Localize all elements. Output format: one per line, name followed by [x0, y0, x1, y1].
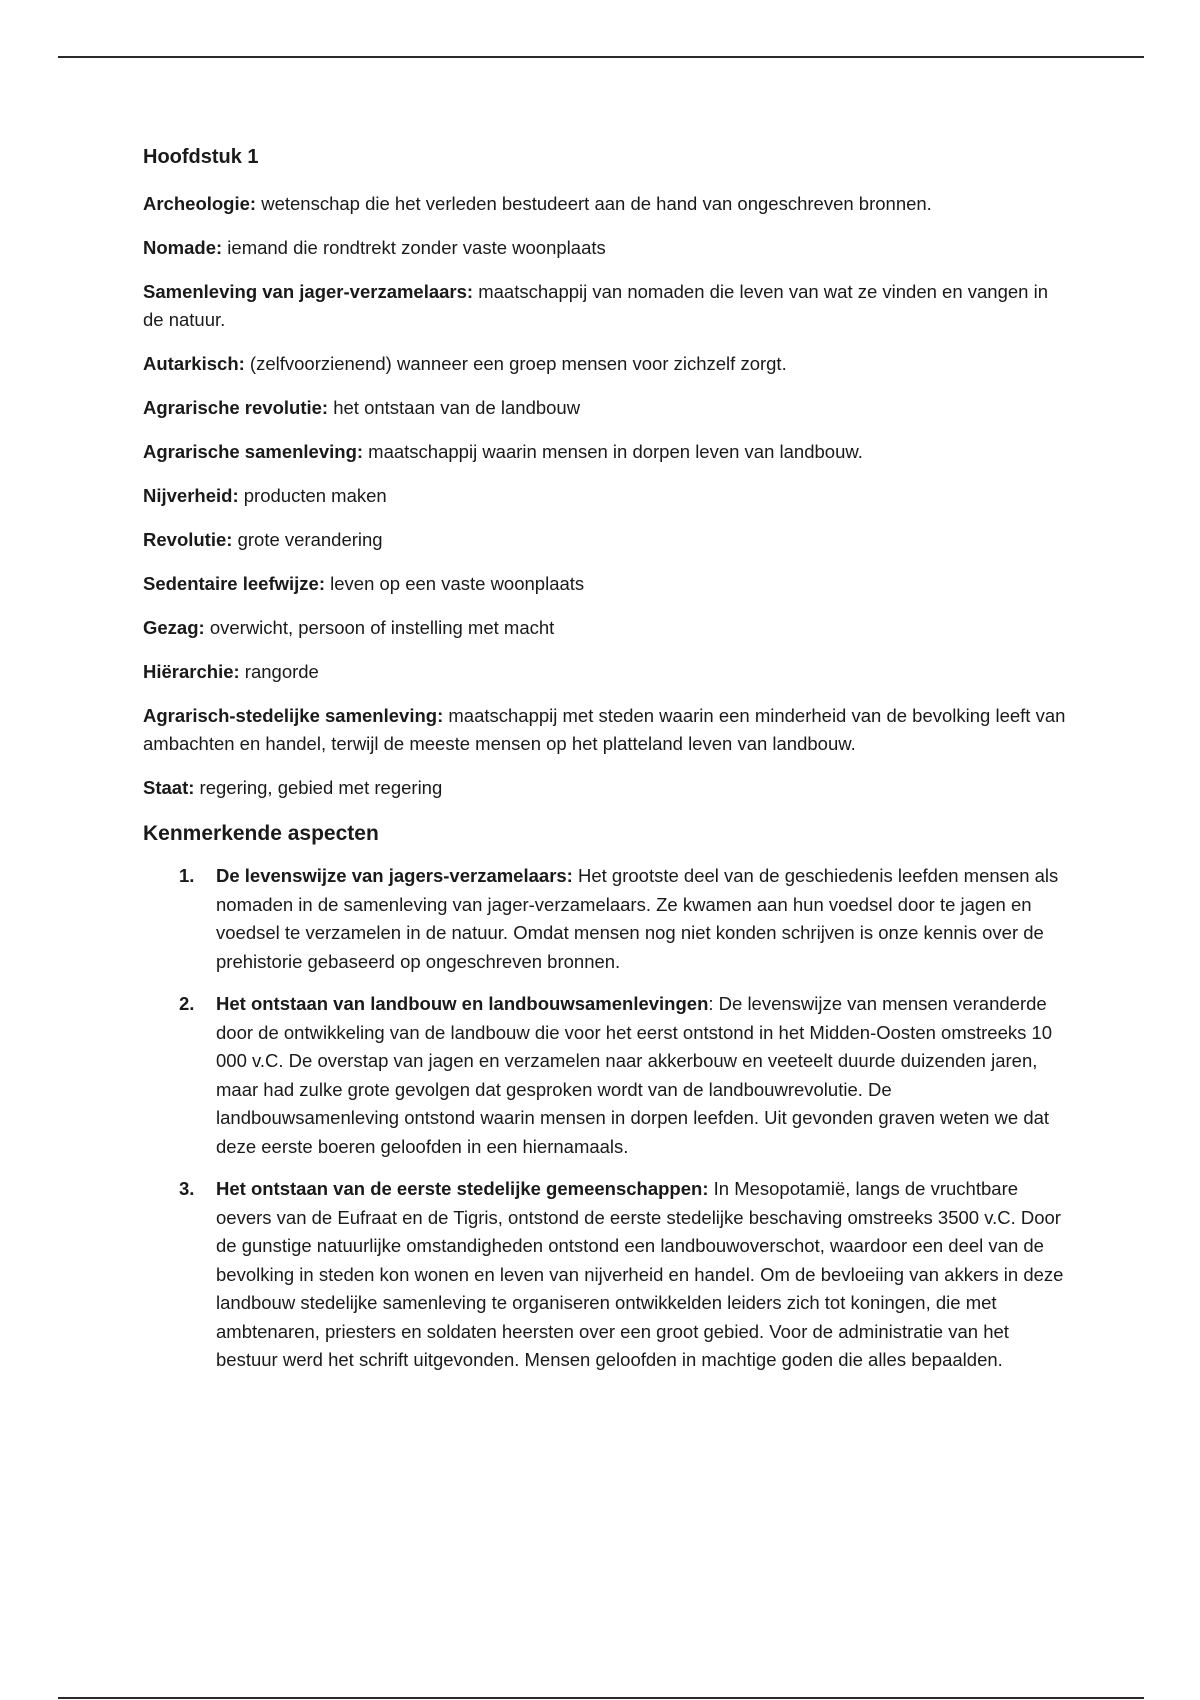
definition-text: maatschappij waarin mensen in dorpen leven van landbouw.: [368, 441, 863, 462]
definition-item: [143, 394, 1073, 422]
definition-text: (zelfvoorzienend) wanneer een groep mensen voor zichzelf zorgt.: [249, 353, 787, 374]
definition-text: overwicht, persoon of instelling met macht: [209, 617, 555, 638]
page-header-rule: [58, 56, 1144, 58]
chapter-title: Hoofdstuk 1: [143, 146, 259, 168]
list-item: [143, 862, 1073, 976]
definitions-list: [143, 190, 1073, 802]
list-item-text: : De levenswijze van mensen veranderde door de ontwikkeling van de landbouw die voor het eerst ontstond in het Midden-Oosten omstreeks 10 000 v.C. De overstap van jagen en verzamelen naar akkerbouw en veeteelt duurde duizenden jaren, maar had zulke grote gevolgen dat gesproken wordt van de landbouwrevolutie. De landbouwsamenleving ontstond waarin mensen in dorpen leefden. Uit gevonden graven weten we dat deze eerste boeren geloofden in een hiernamaals.: [216, 993, 1053, 1157]
page-footer-rule: [58, 1697, 1144, 1699]
definition-text: producten maken: [243, 485, 387, 506]
definition-term: Agrarische samenleving:: [143, 441, 364, 462]
list-item-number: 1.: [179, 865, 195, 886]
list-item-text: In Mesopotamië, langs de vruchtbare oevers van de Eufraat en de Tigris, ontstond de eerste stedelijke beschaving omstreeks 3500 v.C. Door de gunstige natuurlijke omstandigheden ontstond een landbouwoverschot, waardoor een deel van de bevolking in steden kon wonen en leven van nijverheid en handel. Om de bevloeiing van akkers in deze landbouw stedelijke samenleving te organiseren ontwikkelden leiders zich tot koningen, die met ambtenaren, priesters en soldaten heersten over een groot gebied. Voor de administratie van het bestuur werd het schrift uitgevonden. Mensen geloofden in machtige goden die alles bepaalden.: [216, 1178, 1064, 1370]
definition-text: wetenschap die het verleden bestudeert aan de hand van ongeschreven bronnen.: [261, 193, 932, 214]
definition-text: regering, gebied met regering: [199, 777, 443, 798]
definition-term: Autarkisch:: [143, 353, 245, 374]
definition-text: grote verandering: [237, 529, 383, 550]
list-item: [143, 1175, 1073, 1375]
aspects-list: [143, 862, 1073, 1375]
definition-item: [143, 438, 1073, 466]
definition-item: [143, 702, 1073, 758]
definition-item: [143, 570, 1073, 598]
list-item-title: De levenswijze van jagers-verzamelaars:: [216, 865, 573, 886]
list-item-number: 2.: [179, 993, 195, 1014]
definition-item: [143, 350, 1073, 378]
list-item-number: 3.: [179, 1178, 195, 1199]
definition-item: [143, 526, 1073, 554]
definition-item: [143, 614, 1073, 642]
definition-term: Sedentaire leefwijze:: [143, 573, 325, 594]
definition-term: Hiërarchie:: [143, 661, 240, 682]
definition-item: [143, 190, 1073, 218]
definition-term: Samenleving van jager-verzamelaars:: [143, 281, 474, 302]
section-title: Kenmerkende aspecten: [143, 822, 379, 845]
definition-term: Agrarisch-stedelijke samenleving:: [143, 705, 444, 726]
list-item-text: Het grootste deel van de geschiedenis leefden mensen als nomaden in de samenleving van jager-verzamelaars. Ze kwamen aan hun voedsel door te jagen en voedsel te verzamelen in de natuur. Omdat mensen nog niet konden schrijven is onze kennis over de prehistorie gebaseerd op ongeschreven bronnen.: [216, 865, 1059, 972]
definition-term: Nomade:: [143, 237, 223, 258]
definition-item: [143, 234, 1073, 262]
definition-term: Archeologie:: [143, 193, 257, 214]
definition-item: [143, 658, 1073, 686]
definition-text: iemand die rondtrekt zonder vaste woonplaats: [227, 237, 606, 258]
document-body: [143, 142, 1073, 1389]
definition-text: rangorde: [244, 661, 319, 682]
definition-text: maatschappij van nomaden die leven van wat ze vinden en vangen in de natuur.: [143, 281, 1049, 330]
definition-text: het ontstaan van de landbouw: [333, 397, 581, 418]
definition-term: Staat:: [143, 777, 195, 798]
definition-item: [143, 278, 1073, 334]
list-item-title: Het ontstaan van landbouw en landbouwsamenlevingen: [216, 993, 709, 1014]
definition-term: Agrarische revolutie:: [143, 397, 329, 418]
definition-item: [143, 774, 1073, 802]
definition-term: Gezag:: [143, 617, 205, 638]
definition-term: Nijverheid:: [143, 485, 239, 506]
definition-item: [143, 482, 1073, 510]
list-item: [143, 990, 1073, 1161]
definition-text: maatschappij met steden waarin een minderheid van de bevolking leeft van ambachten en handel, terwijl de meeste mensen op het platteland leven van landbouw.: [143, 705, 1066, 754]
definition-term: Revolutie:: [143, 529, 233, 550]
definition-text: leven op een vaste woonplaats: [330, 573, 585, 594]
list-item-title: Het ontstaan van de eerste stedelijke gemeenschappen:: [216, 1178, 709, 1199]
